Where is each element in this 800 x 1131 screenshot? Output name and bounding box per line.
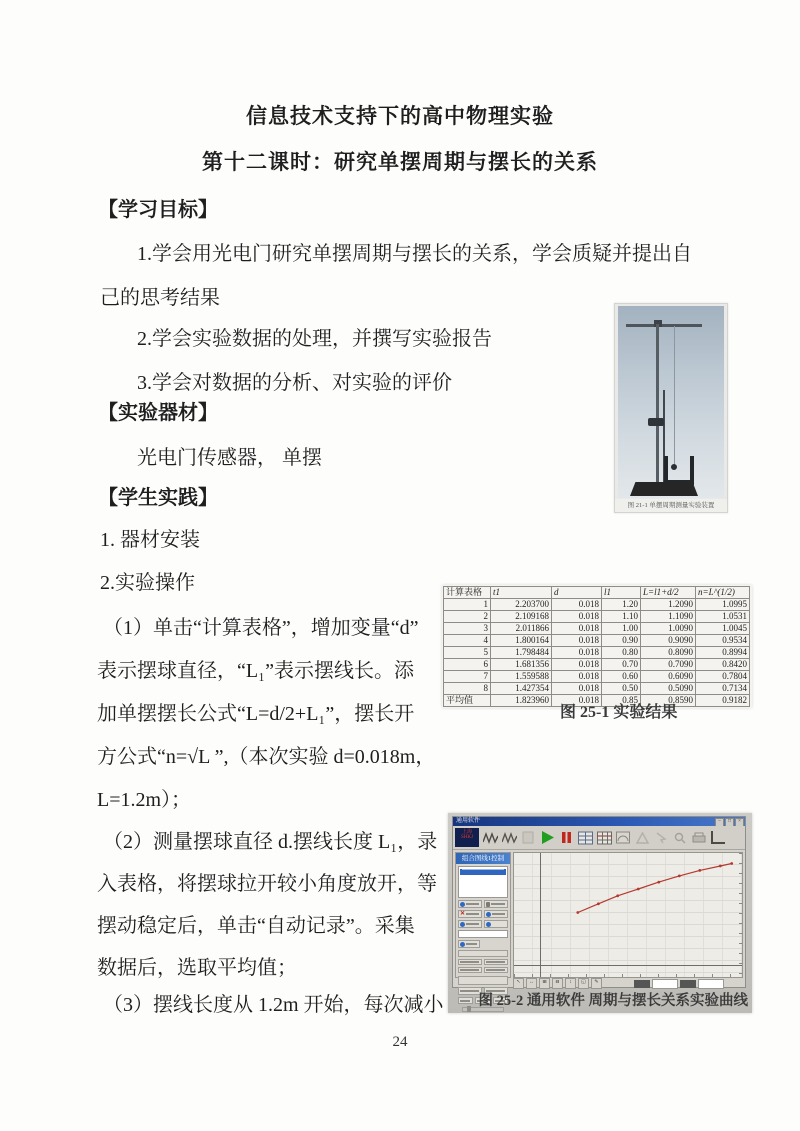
table-cell: 8 xyxy=(444,683,491,695)
table-cell: 0.7134 xyxy=(696,683,750,695)
panel-header: 组合图线1控制 xyxy=(456,853,510,864)
software-toolbar xyxy=(453,826,745,850)
section-heading-equipment: 【实验器材】 xyxy=(98,402,218,424)
apparatus-stand-rod xyxy=(656,324,659,482)
app-logo: 上海 SHKJ xyxy=(455,828,479,847)
table-cell: 0.018 xyxy=(552,599,602,611)
statusbar-button: ↕ xyxy=(565,978,576,989)
table-cell: 1.1090 xyxy=(641,611,696,623)
table-cell: 6 xyxy=(444,659,491,671)
table-cell: 0.90 xyxy=(602,635,641,647)
statusbar-button: ↖ xyxy=(513,978,524,989)
table-col-header: 计算表格 xyxy=(444,587,491,599)
software-statusbar xyxy=(513,978,741,989)
table-cell: 0.8090 xyxy=(641,647,696,659)
status-value-box xyxy=(652,979,678,989)
curve-list-selected-item xyxy=(460,869,506,875)
statusbar-button: ◱ xyxy=(578,978,589,989)
table-cell: 0.9090 xyxy=(641,635,696,647)
curve-list xyxy=(458,866,508,898)
goal-line: 2.学会实验数据的处理，并撰写实验报告 xyxy=(137,328,492,350)
pendulum-string xyxy=(674,326,675,466)
table-cell: 0.9182 xyxy=(696,695,750,707)
table-cell: 0.9534 xyxy=(696,635,750,647)
window-maximize-icon: □ xyxy=(725,818,734,827)
table-cell: 1.0090 xyxy=(641,623,696,635)
apparatus-photo xyxy=(618,306,724,498)
table-cell: 0.60 xyxy=(602,671,641,683)
practice-para-line: （3）摆线长度从 1.2m 开始，每次减小 xyxy=(103,994,444,1016)
table-cell: 1.823960 xyxy=(491,695,552,707)
table-icon xyxy=(577,830,593,846)
table-col-header: n=L^(1/2) xyxy=(696,587,750,599)
table-cell: 0.70 xyxy=(602,659,641,671)
table-row xyxy=(444,611,750,623)
snapshot-icon xyxy=(520,830,536,846)
scale-icon xyxy=(634,830,650,846)
experiment-curve xyxy=(514,853,742,977)
table-cell: 1.798484 xyxy=(491,647,552,659)
table-cell: 0.018 xyxy=(552,659,602,671)
meter-icon xyxy=(615,830,631,846)
lock-icon xyxy=(486,902,490,907)
table-cell: 0.7804 xyxy=(696,671,750,683)
table-row xyxy=(444,659,750,671)
table-cell: 1.10 xyxy=(602,611,641,623)
table-cell: 1.0045 xyxy=(696,623,750,635)
statusbar-button: ⊟ xyxy=(552,978,563,989)
software-titlebar xyxy=(453,817,745,826)
status-label xyxy=(634,980,650,988)
table-cell: 0.018 xyxy=(552,635,602,647)
table-row xyxy=(444,635,750,647)
statusbar-button: ✎ xyxy=(591,978,602,989)
settings-icon xyxy=(486,912,491,917)
table-cell: 5 xyxy=(444,647,491,659)
curve-markers xyxy=(576,862,733,914)
window-close-icon: × xyxy=(735,818,744,827)
page-number: 24 xyxy=(392,1034,408,1050)
panel-button xyxy=(458,910,482,918)
table-cell: 0.8994 xyxy=(696,647,750,659)
practice-para-line: 入表格，将摆球拉开较小角度放开，等 xyxy=(97,873,437,895)
panel-button xyxy=(458,997,473,1004)
table-row xyxy=(444,647,750,659)
figure-apparatus-caption: 图 21-1 单摆周期测量实验装置 xyxy=(615,499,727,512)
axes-chart-icon xyxy=(710,830,726,846)
radio-icon xyxy=(486,922,491,927)
figure-results-table xyxy=(442,585,752,708)
goal-line: 1.学会用光电门研究单摆周期与摆长的关系，学会质疑并提出自 xyxy=(137,243,692,265)
table-cell: 0.6090 xyxy=(641,671,696,683)
panel-button xyxy=(484,910,508,918)
table-cell: 1.2090 xyxy=(641,599,696,611)
table-cell: 1.0995 xyxy=(696,599,750,611)
magnifier-icon xyxy=(672,830,688,846)
practice-para-line: 摆动稳定后，单击“自动记录”。采集 xyxy=(97,915,415,937)
status-label xyxy=(680,980,696,988)
figure-table-caption: 图 25-1 实验结果 xyxy=(560,704,678,721)
pause-icon xyxy=(558,830,574,846)
practice-para-line: 方公式“n=√L ”,（本次实验 d=0.018m， xyxy=(97,746,436,768)
panel-button xyxy=(458,900,482,908)
table-cell: 1 xyxy=(444,599,491,611)
apparatus-clamp xyxy=(648,418,664,426)
panel-button xyxy=(458,920,482,928)
table-cell: 2.203700 xyxy=(491,599,552,611)
table-cell: 0.80 xyxy=(602,647,641,659)
radio-icon xyxy=(460,902,465,907)
table-cell: 2.109168 xyxy=(491,611,552,623)
table-cell: 1.0531 xyxy=(696,611,750,623)
table-cell: 0.5090 xyxy=(641,683,696,695)
table-row xyxy=(444,683,750,695)
status-value-box xyxy=(698,979,724,989)
table-cell: 4 xyxy=(444,635,491,647)
table-cell: 0.85 xyxy=(602,695,641,707)
apparatus-base xyxy=(630,482,698,496)
play-icon xyxy=(539,830,555,846)
table-row xyxy=(444,599,750,611)
table-cell: 0.50 xyxy=(602,683,641,695)
table-col-header: l1 xyxy=(602,587,641,599)
waveform-icon xyxy=(501,830,517,846)
table-cell: 3 xyxy=(444,623,491,635)
radio-icon xyxy=(460,922,465,927)
section-heading-practice: 【学生实践】 xyxy=(98,487,218,509)
panel-button xyxy=(484,900,508,908)
spinner-control xyxy=(458,967,482,973)
software-window xyxy=(452,816,746,988)
statusbar-button: ⊞ xyxy=(539,978,550,989)
practice-para-line: 数据后，选取平均值； xyxy=(97,957,297,979)
table-cell: 1.00 xyxy=(602,623,641,635)
waveform-icon xyxy=(482,830,498,846)
apparatus-crossbar xyxy=(626,324,702,327)
table-cell: 1.681356 xyxy=(491,659,552,671)
table-cell: 1.800164 xyxy=(491,635,552,647)
practice-para-line: （1）单击“计算表格”，增加变量“d” xyxy=(103,617,419,639)
table-cell: 1.20 xyxy=(602,599,641,611)
table-cell: 1.427354 xyxy=(491,683,552,695)
delete-icon: ✕ xyxy=(460,910,466,917)
panel-input-field xyxy=(458,930,508,938)
table-col-header: L=l1+d/2 xyxy=(641,587,696,599)
table-icon xyxy=(596,830,612,846)
table-cell: 0.8590 xyxy=(641,695,696,707)
goal-line: 己的思考结果 xyxy=(100,287,220,309)
cursor-icon xyxy=(653,830,669,846)
panel-wide-button xyxy=(458,976,508,985)
table-col-header: t1 xyxy=(491,587,552,599)
figure-software-screenshot xyxy=(448,813,752,1013)
section-heading-goals: 【学习目标】 xyxy=(98,199,218,221)
photogate-sensor xyxy=(664,456,694,485)
results-table-body xyxy=(444,599,750,707)
spinner-control xyxy=(484,959,508,965)
table-cell: 7 xyxy=(444,671,491,683)
equipment-text: 光电门传感器， 单摆 xyxy=(137,447,322,469)
table-cell: 平均值 xyxy=(444,695,491,707)
panel-checkbox-row xyxy=(458,950,508,957)
software-control-panel xyxy=(455,852,511,978)
table-cell: 0.8420 xyxy=(696,659,750,671)
doc-title-line1: 信息技术支持下的高中物理实验 xyxy=(246,105,554,128)
table-cell: 0.018 xyxy=(552,647,602,659)
results-table-head-row xyxy=(444,587,750,599)
figure-software-caption: 图 25-2 通用软件 周期与摆长关系实验曲线 xyxy=(478,993,748,1009)
table-cell: 0.018 xyxy=(552,671,602,683)
table-cell: 0.018 xyxy=(552,611,602,623)
goal-line: 3.学会对数据的分析、对实验的评价 xyxy=(137,372,452,394)
panel-button xyxy=(484,920,508,928)
figure-apparatus-photo xyxy=(614,303,728,513)
spinner-control xyxy=(458,959,482,965)
printer-icon xyxy=(691,830,707,846)
table-cell: 0.018 xyxy=(552,695,602,707)
doc-title-line2: 第十二课时：研究单摆周期与摆长的关系 xyxy=(202,151,598,174)
practice-para-line: （2）测量摆球直径 d.摆线长度 L₁，录 xyxy=(103,831,438,853)
panel-button xyxy=(458,940,480,948)
window-minimize-icon: – xyxy=(715,818,724,827)
table-col-header: d xyxy=(552,587,602,599)
chart-plot-area xyxy=(513,852,743,978)
statusbar-button: ↔ xyxy=(526,978,537,989)
practice-para-line: 加单摆摆长公式“L=d/2+L₁”，摆长开 xyxy=(97,703,415,725)
practice-step2: 2.实验操作 xyxy=(100,572,195,594)
results-table xyxy=(443,586,750,707)
practice-para-line: L=1.2m）； xyxy=(97,789,192,811)
curve-polyline xyxy=(578,864,732,913)
table-cell: 2.011866 xyxy=(491,623,552,635)
practice-para-line: 表示摆球直径，“L₁”表示摆线长。添 xyxy=(97,660,414,682)
refresh-icon xyxy=(460,942,465,947)
practice-step1: 1. 器材安装 xyxy=(100,529,200,551)
software-window-title: 通用软件 xyxy=(456,818,481,824)
table-cell: 1.559588 xyxy=(491,671,552,683)
table-cell: 0.018 xyxy=(552,683,602,695)
table-row xyxy=(444,623,750,635)
slider-handle xyxy=(467,1006,471,1012)
spinner-control xyxy=(484,967,508,973)
table-cell: 2 xyxy=(444,611,491,623)
table-row xyxy=(444,671,750,683)
table-cell: 0.7090 xyxy=(641,659,696,671)
table-cell: 0.018 xyxy=(552,623,602,635)
